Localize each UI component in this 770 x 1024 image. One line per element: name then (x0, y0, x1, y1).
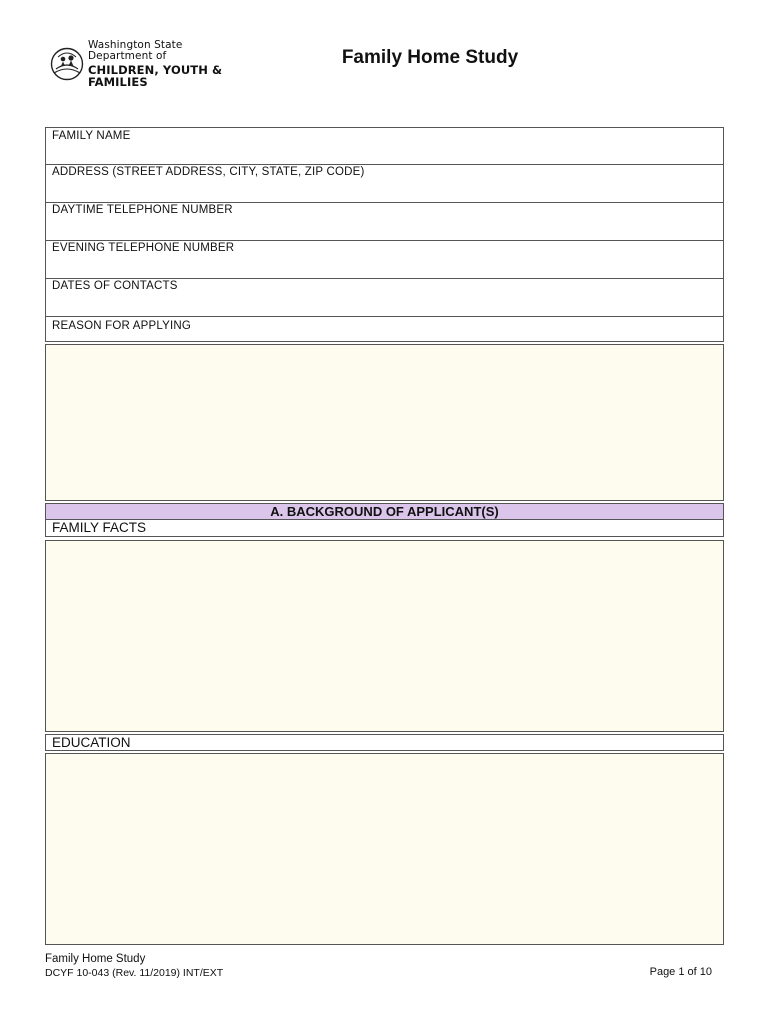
education-label: EDUCATION (45, 734, 724, 751)
reason-for-applying-header (45, 317, 724, 342)
page-number: Page 1 of 10 (649, 966, 712, 978)
evening-phone-label: EVENING TELEPHONE NUMBER (52, 242, 235, 254)
evening-phone-field[interactable] (45, 241, 724, 279)
dates-of-contacts-field[interactable] (45, 279, 724, 317)
education-textarea[interactable] (45, 753, 724, 945)
footer-form-number: DCYF 10-043 (Rev. 11/2019) INT/EXT (45, 967, 224, 979)
logo-line-2: CHILDREN, YOUTH & FAMILIES (88, 62, 223, 90)
reason-for-applying-label: REASON FOR APPLYING (52, 320, 192, 332)
logo-line-1: Washington State Department of (88, 38, 183, 62)
family-name-field[interactable] (45, 127, 724, 165)
daytime-phone-field[interactable] (45, 203, 724, 241)
address-label: ADDRESS (STREET ADDRESS, CITY, STATE, ZIP CODE) (52, 166, 365, 178)
family-facts-textarea[interactable] (45, 540, 724, 732)
family-facts-label: FAMILY FACTS (45, 520, 724, 537)
footer-form-info (45, 952, 223, 980)
reason-for-applying-textarea[interactable] (45, 344, 724, 501)
address-field[interactable] (45, 165, 724, 203)
dates-of-contacts-label: DATES OF CONTACTS (52, 280, 178, 292)
section-a-heading: A. BACKGROUND OF APPLICANT(S) (45, 503, 724, 520)
daytime-phone-label: DAYTIME TELEPHONE NUMBER (52, 204, 233, 216)
dcyf-logo (50, 38, 250, 90)
dcyf-emblem-icon (50, 47, 84, 81)
page-title: Family Home Study (341, 47, 519, 68)
family-name-label: FAMILY NAME (52, 130, 131, 142)
footer-form-name: Family Home Study (45, 953, 146, 965)
